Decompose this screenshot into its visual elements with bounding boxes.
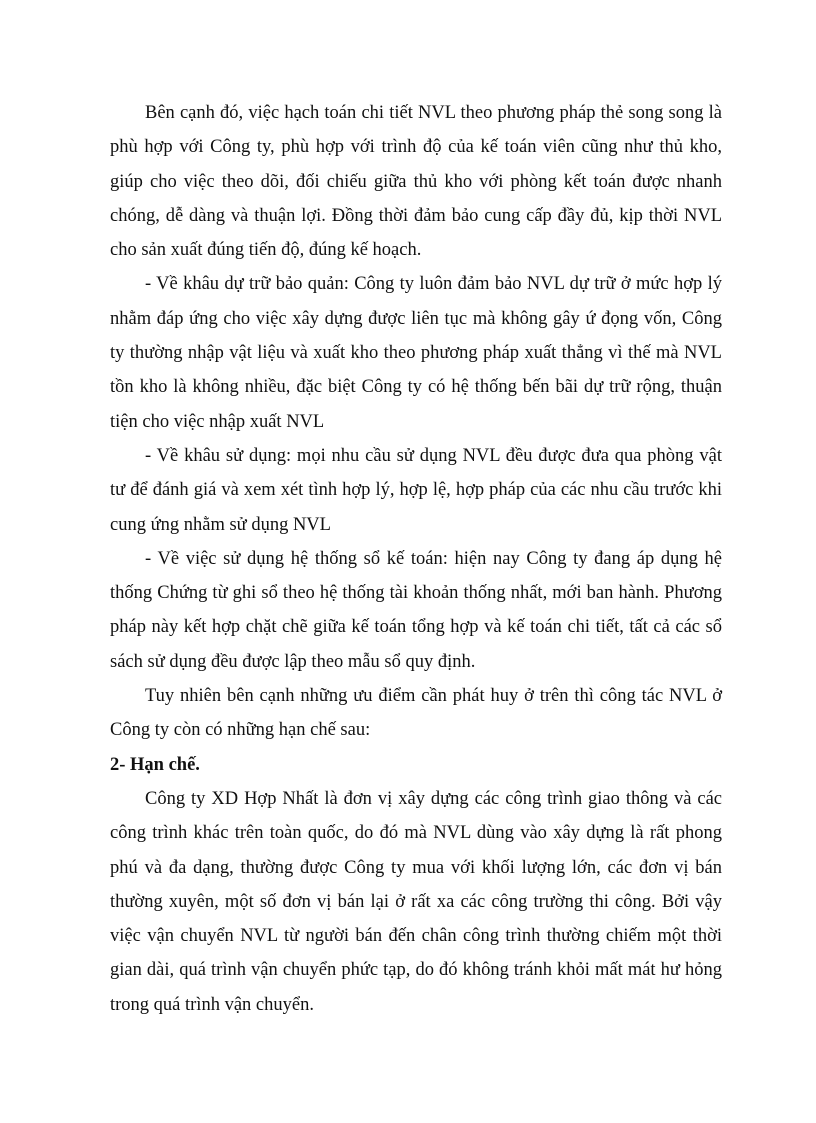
paragraph-usage: - Về khâu sử dụng: mọi nhu cầu sử dụng NVL đều được đưa qua phòng vật tư để đánh giá và xem xét tình hợp lý, hợp lệ, hợp pháp của các nhu cầu trước khi cung ứng nhằm sử dụng NVL xyxy=(110,445,722,535)
paragraph-limitations: Công ty XD Hợp Nhất là đơn vị xây dựng các công trình giao thông và các công trình khác trên toàn quốc, do đó mà NVL dùng vào xây dựng là rất phong phú và đa dạng, thường được Công ty mua với khối lượng lớn, các đơn vị bán thường xuyên, một số đơn vị bán lại ở rất xa các công trường thi công. Bởi vậy việc vận chuyển NVL từ người bán đến chân công trình thường chiếm một thời gian dài, quá trình vận chuyển phức tạp, do đó không tránh khỏi mất mát hư hỏng trong quá trình vận chuyển. xyxy=(110,788,722,1015)
section-heading-limitations: 2- Hạn chế. xyxy=(110,754,200,775)
paragraph-storage: - Về khâu dự trữ bảo quản: Công ty luôn đảm bảo NVL dự trữ ở mức hợp lý nhằm đáp ứng cho việc xây dựng được liên tục mà không gây ứ đọng vốn, Công ty thường nhập vật liệu và xuất kho theo phương pháp xuất thẳng vì thế mà NVL tồn kho là không nhiều, đặc biệt Công ty có hệ thống bến bãi dự trữ rộng, thuận tiện cho việc nhập xuất NVL xyxy=(110,274,722,432)
paragraph-bookkeeping-system: - Về việc sử dụng hệ thống sổ kế toán: hiện nay Công ty đang áp dụng hệ thống Chứng từ ghi sổ theo hệ thống tài khoản thống nhất, mới ban hành. Phương pháp này kết hợp chặt chẽ giữa kế toán tổng hợp và kế toán chi tiết, tất cả các sổ sách sử dụng đều được lập theo mẫu sổ quy định. xyxy=(110,548,722,672)
paragraph-transition: Tuy nhiên bên cạnh những ưu điểm cần phát huy ở trên thì công tác NVL ở Công ty còn có những hạn chế sau: xyxy=(110,686,722,741)
paragraph-method-summary: Bên cạnh đó, việc hạch toán chi tiết NVL theo phương pháp thẻ song song là phù hợp với Công ty, phù hợp với trình độ của kế toán viên cũng như thủ kho, giúp cho việc theo dõi, đối chiếu giữa thủ kho với phòng kết toán được nhanh chóng, dễ dàng và thuận lợi. Đồng thời đảm bảo cung cấp đầy đủ, kịp thời NVL cho sản xuất đúng tiến độ, đúng kế hoạch. xyxy=(110,103,722,261)
document-page xyxy=(110,96,722,1022)
